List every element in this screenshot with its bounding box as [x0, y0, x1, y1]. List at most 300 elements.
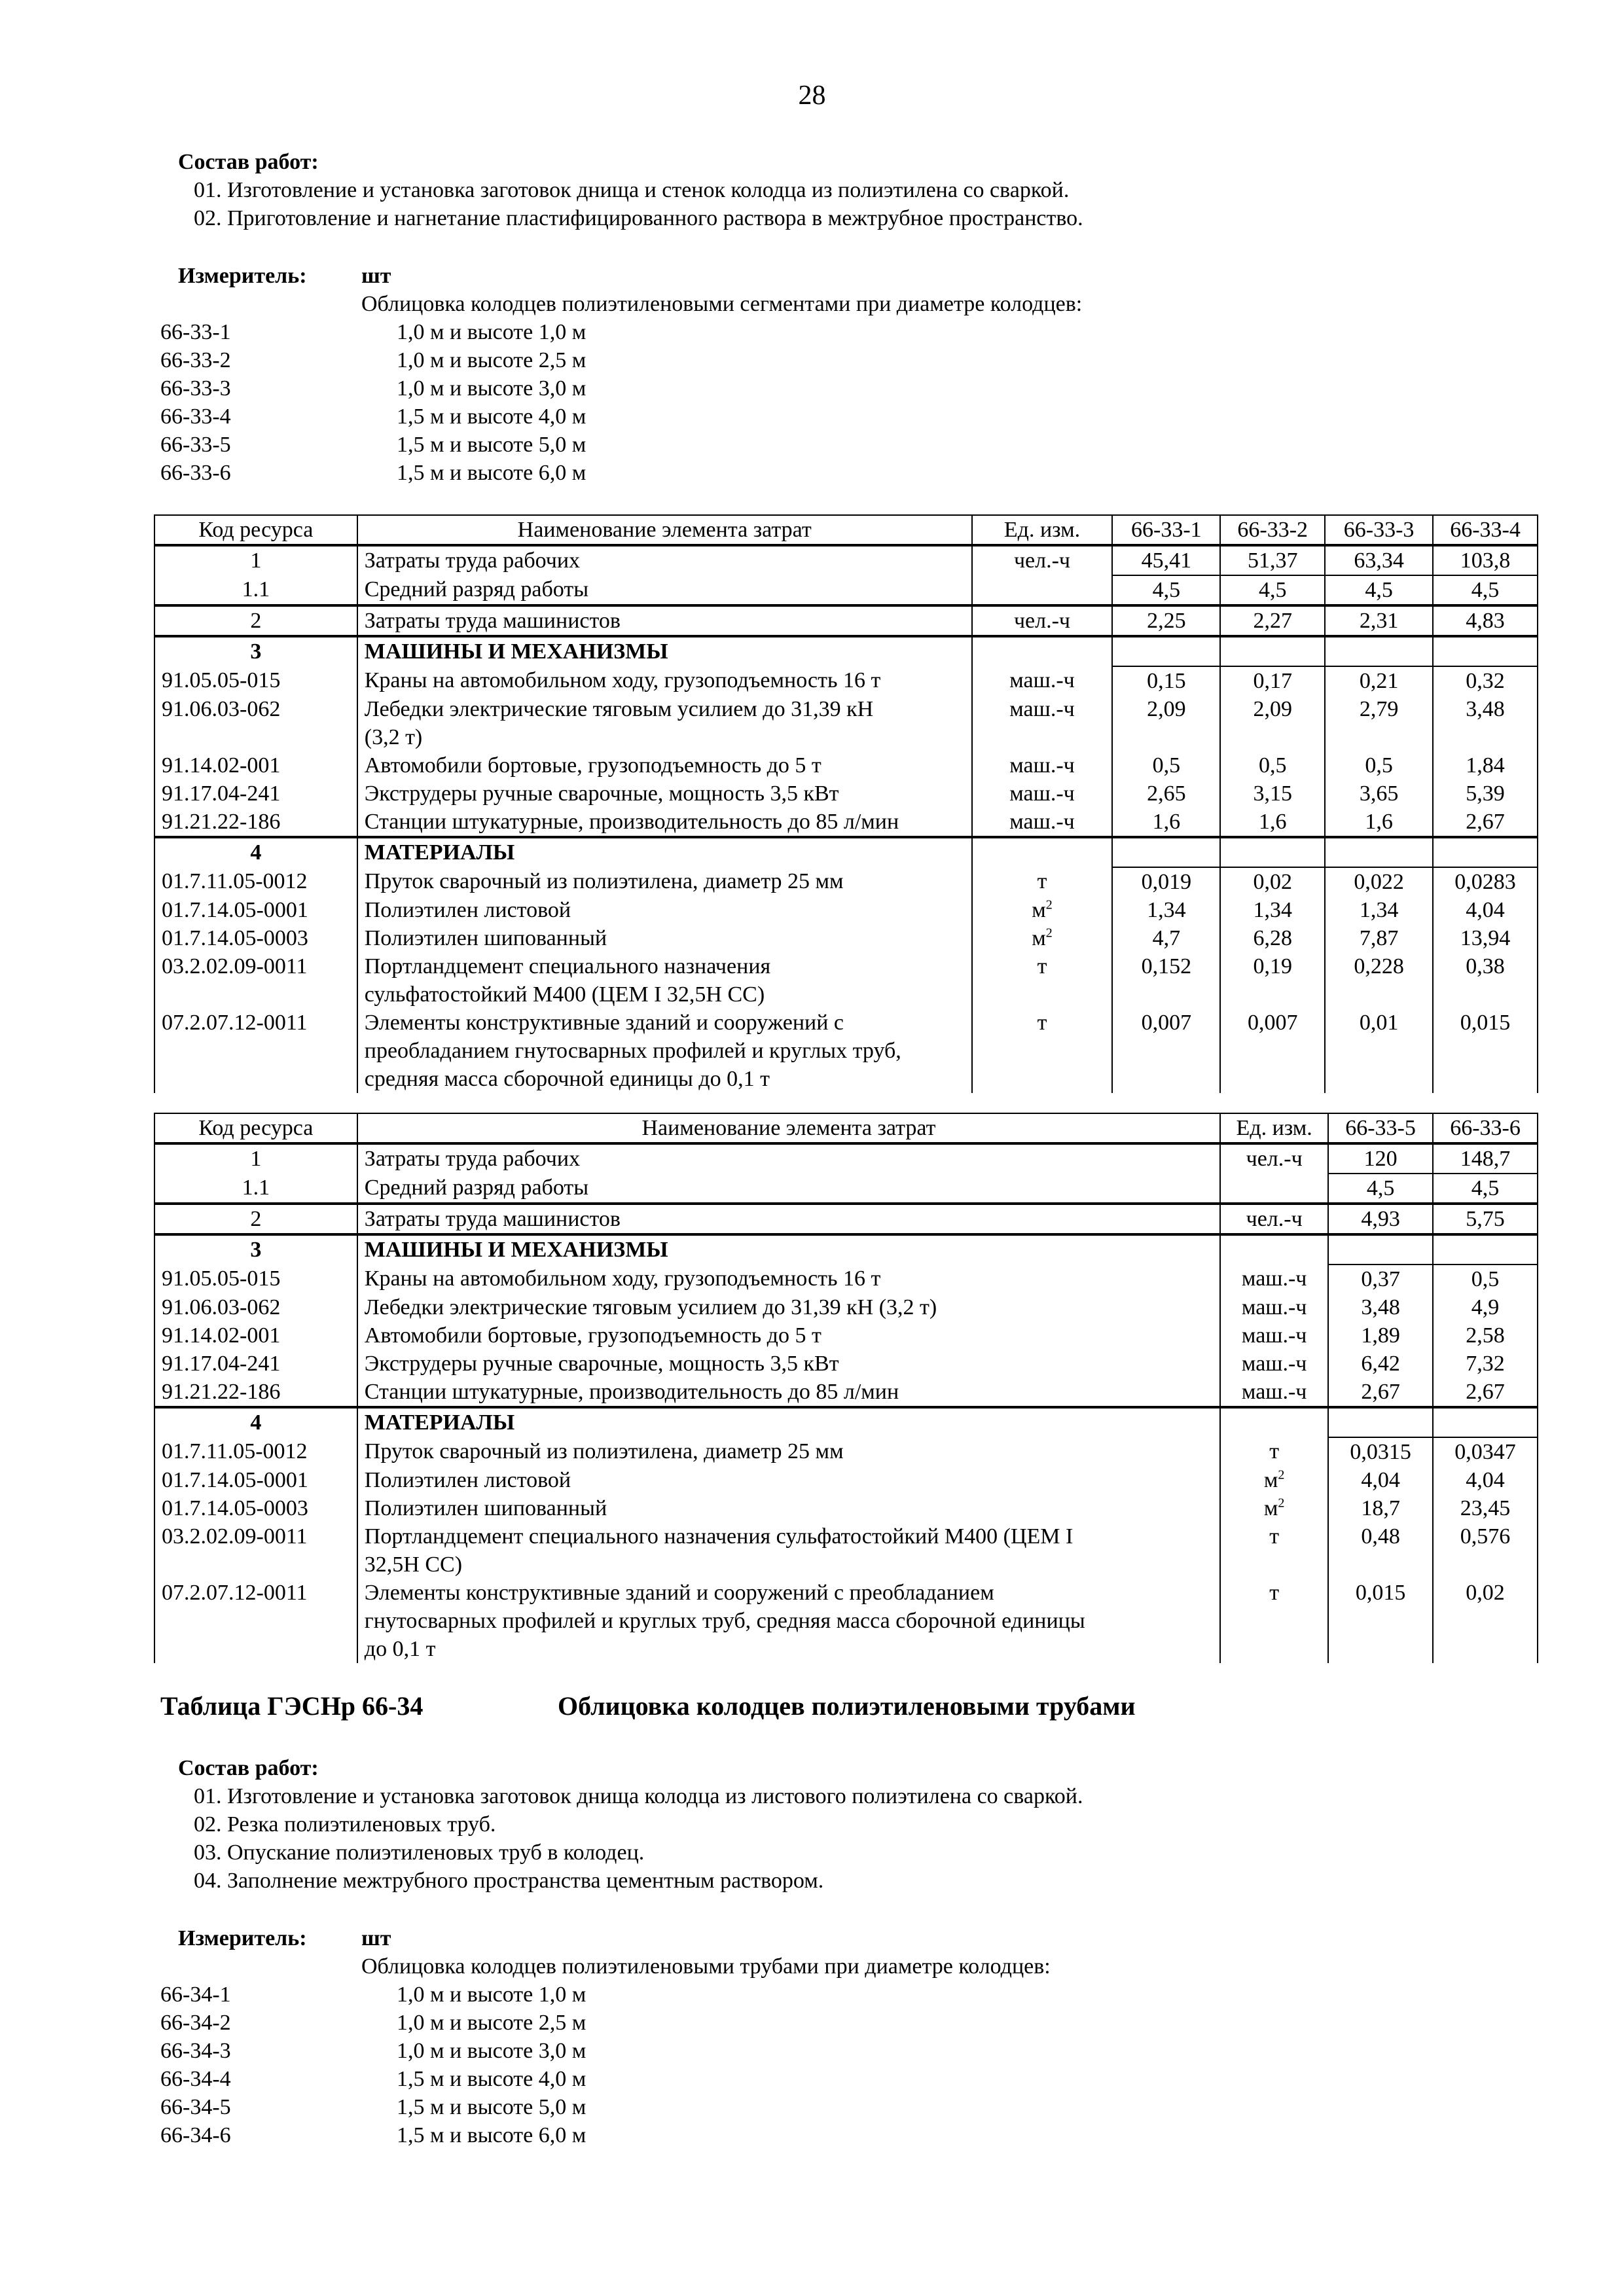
unit-text: т [1037, 1011, 1047, 1035]
norm-code: 66-34-4 [160, 2067, 231, 2091]
cost-element-line: Затраты труда рабочих [364, 548, 581, 573]
norm-code-description: 1,0 м и высоте 1,0 м [397, 1982, 586, 2007]
value-cell: 51,37 [1220, 545, 1325, 575]
unit-superscript: 2 [1045, 925, 1053, 941]
cost-element-line: гнутосварных профилей и круглых труб, средняя масса сборочной единицы [364, 1609, 1085, 1633]
table-row [154, 605, 1538, 636]
value-cell: 0,15 [1112, 666, 1220, 695]
cost-element-line: Портландцемент специального назначения сульфатостойкий М400 (ЦЕМ I [364, 1524, 1074, 1549]
norm-code-description: 1,5 м и высоте 6,0 м [397, 2123, 586, 2147]
norm-code: 66-34-6 [160, 2123, 231, 2147]
value-cell: 45,41 [1112, 545, 1220, 575]
value-cell: 2,67 [1328, 1378, 1433, 1407]
value-cell: 0,5 [1220, 751, 1325, 780]
cost-element-line: Полиэтилен шипованный [364, 926, 607, 950]
resource-code: 2 [154, 605, 357, 636]
value-cell [1112, 636, 1220, 666]
resource-code: 4 [154, 1407, 357, 1437]
resource-code: 1 [154, 545, 357, 575]
value-cell: 0,02 [1220, 867, 1325, 896]
cost-element-line: до 0,1 т [364, 1637, 436, 1661]
value-cell: 3,48 [1433, 695, 1538, 751]
value-cell: 4,04 [1328, 1466, 1433, 1494]
value-cell: 4,5 [1433, 1174, 1538, 1204]
value-cell: 4,9 [1433, 1293, 1538, 1321]
table-row [154, 1466, 1538, 1494]
unit [972, 636, 1113, 666]
resource-code: 07.2.07.12-0011 [154, 1579, 357, 1663]
value-cell: 4,5 [1112, 575, 1220, 605]
measure-description: Облицовка колодцев полиэтиленовыми сегментами при диаметре колодцев: [361, 292, 1083, 316]
cost-element-name [357, 1494, 1220, 1522]
value-cell: 0,21 [1325, 666, 1433, 695]
table-row [154, 896, 1538, 924]
unit-text: маш.-ч [1241, 1266, 1307, 1291]
value-cell: 2,27 [1220, 605, 1325, 636]
measure-unit: шт [361, 264, 391, 288]
work-item: 01. Изготовление и установка заготовок днища и стенок колодца из полиэтилена со сваркой. [194, 178, 1070, 202]
resource-table-66-33-5-6 [154, 1113, 1538, 1663]
value-cell [1220, 636, 1325, 666]
value-cell: 6,42 [1328, 1350, 1433, 1378]
value-cell: 4,93 [1328, 1204, 1433, 1234]
value-cell: 2,67 [1433, 808, 1538, 837]
value-cell: 0,01 [1325, 1009, 1433, 1093]
cost-element-name [357, 1293, 1220, 1321]
value-cell: 2,31 [1325, 605, 1433, 636]
unit [972, 867, 1113, 896]
cost-element-name [357, 666, 972, 695]
value-cell: 0,5 [1433, 1265, 1538, 1293]
norm-code-description: 1,0 м и высоте 2,5 м [397, 348, 586, 372]
table-row [154, 666, 1538, 695]
unit [972, 780, 1113, 808]
table-row [154, 924, 1538, 952]
cost-element-line: Средний разряд работы [364, 577, 589, 601]
unit-text: м [1032, 926, 1046, 950]
unit [1220, 1143, 1328, 1174]
value-cell: 63,34 [1325, 545, 1433, 575]
resource-code: 91.17.04-241 [154, 1350, 357, 1378]
value-cell: 18,7 [1328, 1494, 1433, 1522]
value-cell: 3,48 [1328, 1293, 1433, 1321]
unit-text: м [1032, 898, 1046, 922]
unit [1220, 1265, 1328, 1293]
resource-code: 91.14.02-001 [154, 1321, 357, 1350]
cost-element-line: Пруток сварочный из полиэтилена, диаметр 25 мм [364, 1439, 844, 1463]
resource-code: 3 [154, 636, 357, 666]
value-cell: 0,48 [1328, 1522, 1433, 1579]
table-row [154, 1009, 1538, 1093]
unit-text: маш.-ч [1241, 1380, 1307, 1404]
work-composition-label: Состав работ: [178, 150, 319, 174]
norm-code: 66-33-4 [160, 404, 231, 429]
cost-element-name [357, 1466, 1220, 1494]
cost-element-line: Станции штукатурные, производительность до 85 л/мин [364, 1380, 899, 1404]
cost-element-line: Краны на автомобильном ходу, грузоподъемность 16 т [364, 1266, 881, 1291]
cost-element-name [357, 575, 972, 605]
unit-text: чел.-ч [1013, 548, 1071, 573]
norm-code: 66-33-1 [160, 320, 231, 344]
norm-code: 66-33-2 [160, 348, 231, 372]
table-row [154, 867, 1538, 896]
value-cell [1220, 837, 1325, 867]
value-cell [1325, 837, 1433, 867]
resource-table-66-33-1-4 [154, 514, 1538, 1093]
cost-element-line: МАТЕРИАЛЫ [364, 840, 515, 865]
table-row [154, 1321, 1538, 1350]
norm-code: 66-33-5 [160, 433, 231, 457]
cost-element-line: сульфатостойкий М400 (ЦЕМ I 32,5Н СС) [364, 982, 765, 1007]
unit [1220, 1378, 1328, 1407]
norm-code-description: 1,5 м и высоте 4,0 м [397, 2067, 586, 2091]
unit [972, 837, 1113, 867]
value-cell: 4,5 [1328, 1174, 1433, 1204]
table-row [154, 780, 1538, 808]
measure-description: Облицовка колодцев полиэтиленовыми трубами при диаметре колодцев: [361, 1954, 1051, 1979]
value-cell: 1,89 [1328, 1321, 1433, 1350]
norm-code-description: 1,0 м и высоте 2,5 м [397, 2011, 586, 2035]
value-cell [1433, 837, 1538, 867]
value-cell: 1,6 [1112, 808, 1220, 837]
unit-text: маш.-ч [1009, 753, 1075, 778]
value-cell: 4,04 [1433, 896, 1538, 924]
norm-code-description: 1,0 м и высоте 1,0 м [397, 320, 586, 344]
resource-code: 91.17.04-241 [154, 780, 357, 808]
norm-code: 66-34-2 [160, 2011, 231, 2035]
value-cell: 0,007 [1112, 1009, 1220, 1093]
cost-element-line: Элементы конструктивные зданий и сооружений с [364, 1011, 844, 1035]
value-cell: 1,34 [1325, 896, 1433, 924]
cost-element-line: МАШИНЫ И МЕХАНИЗМЫ [364, 639, 668, 664]
resource-code: 01.7.14.05-0003 [154, 924, 357, 952]
unit-text: маш.-ч [1009, 781, 1075, 806]
value-cell: 4,5 [1325, 575, 1433, 605]
unit [1220, 1321, 1328, 1350]
value-cell: 7,87 [1325, 924, 1433, 952]
table-row [154, 837, 1538, 867]
cost-element-line: Экструдеры ручные сварочные, мощность 3,5 кВт [364, 1352, 839, 1376]
norm-code-description: 1,0 м и высоте 3,0 м [397, 376, 586, 401]
value-cell: 4,04 [1433, 1466, 1538, 1494]
work-item: 03. Опускание полиэтиленовых труб в колодец. [194, 1840, 645, 1865]
cost-element-name [357, 896, 972, 924]
table-row [154, 1174, 1538, 1204]
unit [1220, 1234, 1328, 1265]
work-composition-label: Состав работ: [178, 1756, 319, 1780]
cost-element-name [357, 695, 972, 751]
cost-element-name [357, 1174, 1220, 1204]
value-cell: 3,65 [1325, 780, 1433, 808]
value-cell: 2,58 [1433, 1321, 1538, 1350]
resource-code: 91.06.03-062 [154, 1293, 357, 1321]
value-cell: 4,83 [1433, 605, 1538, 636]
table-row [154, 575, 1538, 605]
table-row [154, 1204, 1538, 1234]
cost-element-name [357, 1579, 1220, 1663]
unit-text: т [1269, 1439, 1280, 1463]
norm-code-description: 1,5 м и высоте 5,0 м [397, 433, 586, 457]
unit-text: маш.-ч [1009, 697, 1075, 721]
resource-code: 3 [154, 1234, 357, 1265]
value-cell: 1,34 [1112, 896, 1220, 924]
resource-code: 1.1 [154, 1174, 357, 1204]
unit [972, 952, 1113, 1009]
table-row [154, 1234, 1538, 1265]
cost-element-line: Экструдеры ручные сварочные, мощность 3,5 кВт [364, 781, 839, 806]
unit-text: т [1037, 869, 1047, 893]
unit [1220, 1494, 1328, 1522]
value-cell [1433, 1407, 1538, 1437]
table-row [154, 636, 1538, 666]
unit-text: маш.-ч [1009, 810, 1075, 834]
unit [972, 545, 1113, 575]
cost-element-name [357, 545, 972, 575]
unit [1220, 1466, 1328, 1494]
table-row [154, 1265, 1538, 1293]
cost-element-name [357, 1143, 1220, 1174]
cost-element-line: средняя масса сборочной единицы до 0,1 т [364, 1067, 770, 1091]
cost-element-name [357, 1009, 972, 1093]
cost-element-name [357, 808, 972, 837]
cost-element-line: 32,5Н СС) [364, 1552, 463, 1577]
value-cell [1433, 636, 1538, 666]
unit [1220, 1522, 1328, 1579]
unit-text: м [1263, 1468, 1278, 1492]
column-header: 66-33-1 [1112, 515, 1220, 545]
value-cell: 3,15 [1220, 780, 1325, 808]
value-cell: 2,25 [1112, 605, 1220, 636]
resource-code: 1 [154, 1143, 357, 1174]
unit [1220, 1579, 1328, 1663]
value-cell: 0,0315 [1328, 1437, 1433, 1466]
column-header: Наименование элемента затрат [357, 515, 972, 545]
norm-code-description: 1,5 м и высоте 6,0 м [397, 461, 586, 485]
column-header: 66-33-5 [1328, 1113, 1433, 1143]
value-cell: 0,17 [1220, 666, 1325, 695]
norm-code: 66-34-1 [160, 1982, 231, 2007]
norm-code-description: 1,5 м и высоте 4,0 м [397, 404, 586, 429]
value-cell: 0,022 [1325, 867, 1433, 896]
value-cell: 2,09 [1220, 695, 1325, 751]
column-header: 66-33-4 [1433, 515, 1538, 545]
norm-code: 66-33-6 [160, 461, 231, 485]
work-item: 01. Изготовление и установка заготовок днища колодца из листового полиэтилена со сваркой. [194, 1784, 1083, 1808]
unit-text: маш.-ч [1009, 668, 1075, 692]
resource-code: 91.06.03-062 [154, 695, 357, 751]
resource-code: 01.7.11.05-0012 [154, 1437, 357, 1466]
value-cell: 103,8 [1433, 545, 1538, 575]
table-caption: Облицовка колодцев полиэтиленовыми трубами [558, 1691, 1136, 1721]
table-row [154, 1143, 1538, 1174]
cost-element-line: Полиэтилен листовой [364, 898, 571, 922]
table-row [154, 1350, 1538, 1378]
value-cell: 13,94 [1433, 924, 1538, 952]
value-cell: 5,75 [1433, 1204, 1538, 1234]
value-cell [1328, 1234, 1433, 1265]
resource-code: 03.2.02.09-0011 [154, 952, 357, 1009]
cost-element-name [357, 1350, 1220, 1378]
cost-element-line: Затраты труда рабочих [364, 1147, 581, 1171]
resource-code: 01.7.11.05-0012 [154, 867, 357, 896]
cost-element-name [357, 1522, 1220, 1579]
unit [972, 924, 1113, 952]
cost-element-name [357, 780, 972, 808]
norm-code: 66-33-3 [160, 376, 231, 401]
cost-element-line: Полиэтилен листовой [364, 1468, 571, 1492]
cost-element-name [357, 1321, 1220, 1350]
value-cell: 1,34 [1220, 896, 1325, 924]
cost-element-name [357, 1204, 1220, 1234]
value-cell: 0,32 [1433, 666, 1538, 695]
cost-element-line: преобладанием гнутосварных профилей и круглых труб, [364, 1039, 901, 1063]
value-cell [1325, 636, 1433, 666]
value-cell: 0,02 [1433, 1579, 1538, 1663]
value-cell: 0,152 [1112, 952, 1220, 1009]
unit-superscript: 2 [1045, 897, 1053, 912]
value-cell [1433, 1234, 1538, 1265]
value-cell: 4,5 [1433, 575, 1538, 605]
cost-element-line: Лебедки электрические тяговым усилием до 31,39 кН [364, 697, 874, 721]
unit [1220, 1407, 1328, 1437]
value-cell [1112, 837, 1220, 867]
cost-element-name [357, 1437, 1220, 1466]
value-cell: 0,38 [1433, 952, 1538, 1009]
column-header: 66-33-3 [1325, 515, 1433, 545]
cost-element-line: Автомобили бортовые, грузоподъемность до 5 т [364, 753, 821, 778]
table-row [154, 1293, 1538, 1321]
value-cell: 2,79 [1325, 695, 1433, 751]
value-cell: 2,67 [1433, 1378, 1538, 1407]
unit [1220, 1293, 1328, 1321]
unit [1220, 1437, 1328, 1466]
resource-code: 07.2.07.12-0011 [154, 1009, 357, 1093]
page-number: 28 [798, 81, 826, 111]
cost-element-name [357, 952, 972, 1009]
resource-code: 01.7.14.05-0003 [154, 1494, 357, 1522]
cost-element-line: Пруток сварочный из полиэтилена, диаметр 25 мм [364, 869, 844, 893]
value-cell: 0,019 [1112, 867, 1220, 896]
table-row [154, 545, 1538, 575]
cost-element-line: Затраты труда машинистов [364, 609, 621, 633]
cost-element-line: Полиэтилен шипованный [364, 1496, 607, 1520]
work-item: 02. Резка полиэтиленовых труб. [194, 1812, 496, 1837]
unit [972, 575, 1113, 605]
table-row [154, 1522, 1538, 1579]
norm-code-description: 1,5 м и высоте 5,0 м [397, 2095, 586, 2119]
table-row [154, 1378, 1538, 1407]
unit [972, 751, 1113, 780]
cost-element-line: Портландцемент специального назначения [364, 954, 771, 978]
unit [1220, 1174, 1328, 1204]
value-cell: 1,6 [1220, 808, 1325, 837]
unit [1220, 1204, 1328, 1234]
cost-element-name [357, 1234, 1220, 1265]
unit-text: т [1269, 1581, 1280, 1605]
cost-element-name [357, 867, 972, 896]
value-cell: 0,576 [1433, 1522, 1538, 1579]
cost-element-line: Средний разряд работы [364, 1175, 589, 1200]
cost-element-line: Элементы конструктивные зданий и сооружений с преобладанием [364, 1581, 994, 1605]
value-cell: 0,5 [1112, 751, 1220, 780]
resource-code: 1.1 [154, 575, 357, 605]
resource-code: 91.14.02-001 [154, 751, 357, 780]
value-cell: 2,09 [1112, 695, 1220, 751]
unit-superscript: 2 [1278, 1467, 1285, 1482]
column-header: Код ресурса [154, 515, 357, 545]
value-cell [1328, 1407, 1433, 1437]
table-row [154, 751, 1538, 780]
unit-text: маш.-ч [1241, 1323, 1307, 1348]
unit-text: маш.-ч [1241, 1352, 1307, 1376]
unit [972, 896, 1113, 924]
column-header: Код ресурса [154, 1113, 357, 1143]
unit-text: чел.-ч [1013, 609, 1071, 633]
cost-element-name [357, 1265, 1220, 1293]
value-cell: 0,37 [1328, 1265, 1433, 1293]
value-cell: 4,5 [1220, 575, 1325, 605]
value-cell: 1,84 [1433, 751, 1538, 780]
resource-code: 2 [154, 1204, 357, 1234]
column-header: Ед. изм. [972, 515, 1113, 545]
cost-element-name [357, 1407, 1220, 1437]
unit [972, 1009, 1113, 1093]
value-cell: 1,6 [1325, 808, 1433, 837]
value-cell: 0,0283 [1433, 867, 1538, 896]
value-cell: 4,7 [1112, 924, 1220, 952]
value-cell: 23,45 [1433, 1494, 1538, 1522]
unit [1220, 1350, 1328, 1378]
unit [972, 695, 1113, 751]
cost-element-name [357, 924, 972, 952]
norm-code-description: 1,0 м и высоте 3,0 м [397, 2039, 586, 2063]
resource-code: 01.7.14.05-0001 [154, 1466, 357, 1494]
value-cell: 6,28 [1220, 924, 1325, 952]
value-cell: 148,7 [1433, 1143, 1538, 1174]
unit-text: т [1037, 954, 1047, 978]
unit-text: чел.-ч [1246, 1147, 1303, 1171]
column-header: Ед. изм. [1220, 1113, 1328, 1143]
cost-element-line: Автомобили бортовые, грузоподъемность до 5 т [364, 1323, 821, 1348]
resource-code: 01.7.14.05-0001 [154, 896, 357, 924]
unit-text: чел.-ч [1246, 1207, 1303, 1231]
table-row [154, 808, 1538, 837]
cost-element-line: МАШИНЫ И МЕХАНИЗМЫ [364, 1238, 668, 1262]
value-cell: 0,007 [1220, 1009, 1325, 1093]
measure-label: Измеритель: [178, 1926, 307, 1950]
cost-element-name [357, 751, 972, 780]
resource-code: 91.05.05-015 [154, 666, 357, 695]
cost-element-name [357, 837, 972, 867]
resource-code: 4 [154, 837, 357, 867]
value-cell: 0,5 [1325, 751, 1433, 780]
cost-element-line: Станции штукатурные, производительность до 85 л/мин [364, 810, 899, 834]
value-cell: 0,19 [1220, 952, 1325, 1009]
table-row [154, 1407, 1538, 1437]
value-cell: 0,015 [1328, 1579, 1433, 1663]
unit [972, 808, 1113, 837]
column-header: 66-33-2 [1220, 515, 1325, 545]
table-row [154, 1437, 1538, 1466]
column-header: Наименование элемента затрат [357, 1113, 1220, 1143]
value-cell: 0,015 [1433, 1009, 1538, 1093]
unit [972, 605, 1113, 636]
work-item: 04. Заполнение межтрубного пространства цементным раствором. [194, 1869, 824, 1893]
unit-text: т [1269, 1524, 1280, 1549]
value-cell: 0,0347 [1433, 1437, 1538, 1466]
table-row [154, 695, 1538, 751]
table-row [154, 952, 1538, 1009]
